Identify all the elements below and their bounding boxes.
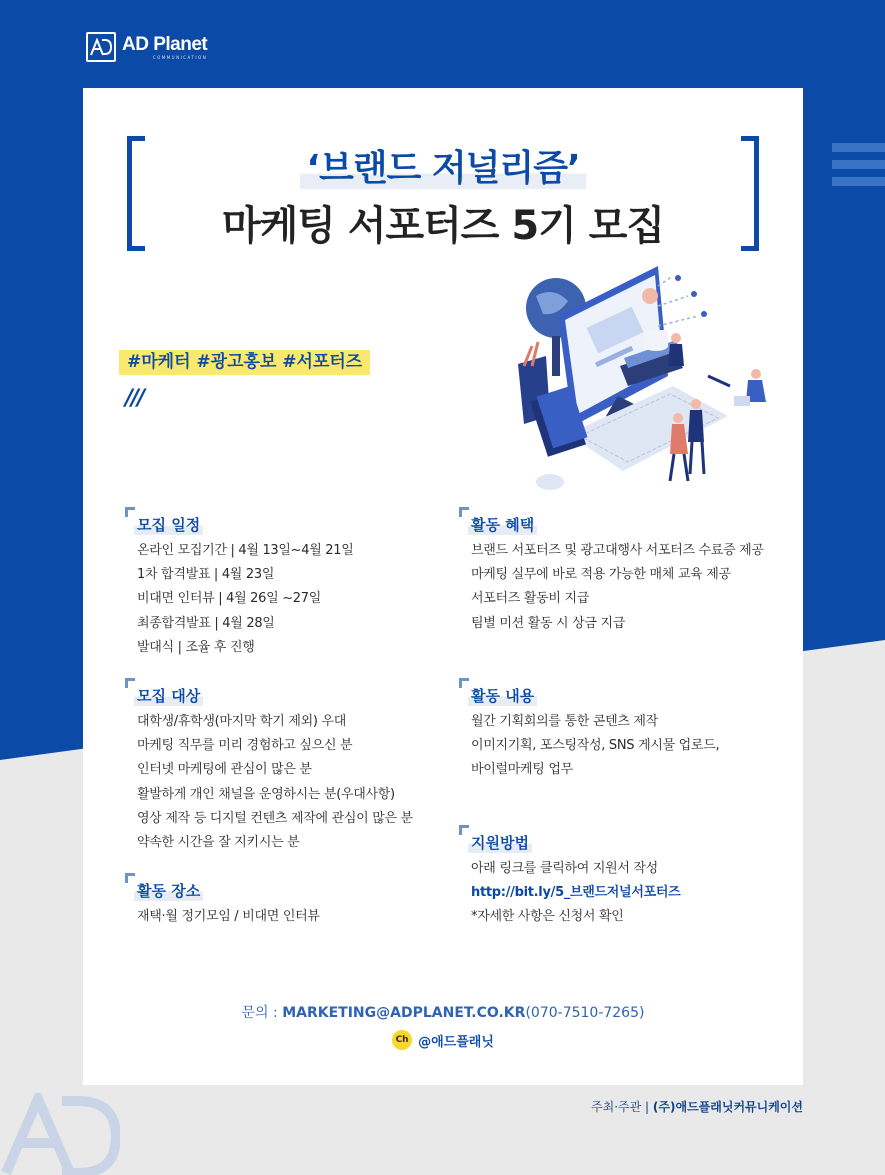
apply-link[interactable]: http://bit.ly/5_브랜드저널서포터즈 [471, 885, 681, 901]
target-line: 인터넷 마케팅에 관심이 많은 분 [137, 762, 312, 778]
contact-email[interactable]: MARKETING@ADPLANET.CO.KR [282, 1005, 526, 1021]
schedule-line: 최종합격발표 | 4월 28일 [137, 615, 275, 631]
schedule-line: 발대식 | 조율 후 진행 [137, 639, 255, 655]
target-line: 마케팅 직무를 미리 경험하고 싶으신 분 [137, 738, 353, 754]
organizer-name: (주)애드플래닛커뮤니케이션 [652, 1100, 803, 1114]
section-place [134, 880, 320, 929]
corner-mark-icon [459, 825, 469, 835]
corner-mark-icon [459, 507, 469, 517]
content-line: 바이럴마케팅 업무 [471, 762, 573, 778]
section-title-apply: 지원방법 [468, 832, 532, 853]
kakao-channel-icon: Ch [392, 1030, 412, 1050]
corner-mark-icon [125, 507, 135, 517]
place-line: 재택·월 정기모임 / 비대면 인터뷰 [137, 909, 320, 924]
organizer-footer [591, 1098, 803, 1115]
content-line: 이미지기획, 포스팅작성, SNS 게시물 업로드, [471, 738, 720, 754]
section-schedule [134, 514, 354, 660]
organizer-label: 주최·주관 | [591, 1100, 653, 1114]
ad-watermark-logo [0, 1093, 120, 1175]
content-line: 월간 기획회의를 통한 콘텐츠 제작 [471, 714, 658, 729]
benefit-line: 마케팅 실무에 바로 적용 가능한 매체 교육 제공 [471, 567, 731, 583]
target-line: 약속한 시간을 잘 지키시는 분 [137, 835, 300, 851]
benefit-line: 서포터즈 활동비 지급 [471, 591, 589, 607]
section-content [468, 685, 719, 783]
kakao-channel[interactable] [83, 1030, 803, 1050]
brand-logo[interactable] [86, 32, 207, 62]
contact-label: 문의 : [241, 1005, 283, 1021]
brand-name: AD Planet [122, 33, 208, 55]
schedule-line: 비대면 인터뷰 | 4월 26일 ~27일 [137, 591, 322, 607]
kakao-handle: @애드플래닛 [418, 1034, 494, 1050]
poster-card [83, 88, 803, 1085]
brand-subtitle: COMMUNICATION [152, 54, 208, 60]
ad-logo-icon [86, 32, 116, 62]
section-apply [468, 832, 680, 930]
benefit-line: 브랜드 서포터즈 및 광고대행사 서포터즈 수료증 제공 [471, 543, 764, 558]
target-line: 활발하게 개인 채널을 운영하시는 분(우대사항) [137, 786, 395, 802]
apply-instruction: 아래 링크를 클릭하여 지원서 작성 [471, 861, 658, 876]
section-title-content: 활동 내용 [468, 685, 537, 706]
section-benefit [468, 514, 764, 636]
section-title-benefit: 활동 혜택 [468, 514, 537, 535]
section-title-target: 모집 대상 [134, 685, 203, 706]
schedule-line: 온라인 모집기간 | 4월 13일~4월 21일 [137, 543, 354, 558]
corner-mark-icon [125, 873, 135, 883]
benefit-line: 팀별 미션 활동 시 상금 지급 [471, 615, 625, 631]
target-line: 대학생/휴학생(마지막 학기 제외) 우대 [137, 714, 346, 729]
section-title-schedule: 모집 일정 [134, 514, 203, 535]
contact-info [83, 1002, 803, 1022]
section-target [134, 685, 413, 855]
hashtag-banner: #마케터 #광고홍보 #서포터즈 [119, 350, 370, 375]
computer-illustration [498, 256, 788, 501]
apply-note: *자세한 사항은 신청서 확인 [471, 909, 624, 925]
headline-line2: 마케팅 서포터즈 5기 모집 [221, 203, 664, 249]
slash-decoration: /// [125, 386, 144, 411]
corner-mark-icon [125, 678, 135, 688]
schedule-line: 1차 합격발표 | 4월 23일 [137, 567, 275, 583]
corner-mark-icon [459, 678, 469, 688]
contact-phone: (070-7510-7265) [525, 1005, 645, 1021]
headline-line1: ‘브랜드 저널리즘’ [83, 140, 803, 191]
section-title-place: 활동 장소 [134, 880, 203, 901]
decorative-stripes [832, 143, 885, 194]
target-line: 영상 제작 등 디지털 컨텐츠 제작에 관심이 많은 분 [137, 810, 413, 826]
